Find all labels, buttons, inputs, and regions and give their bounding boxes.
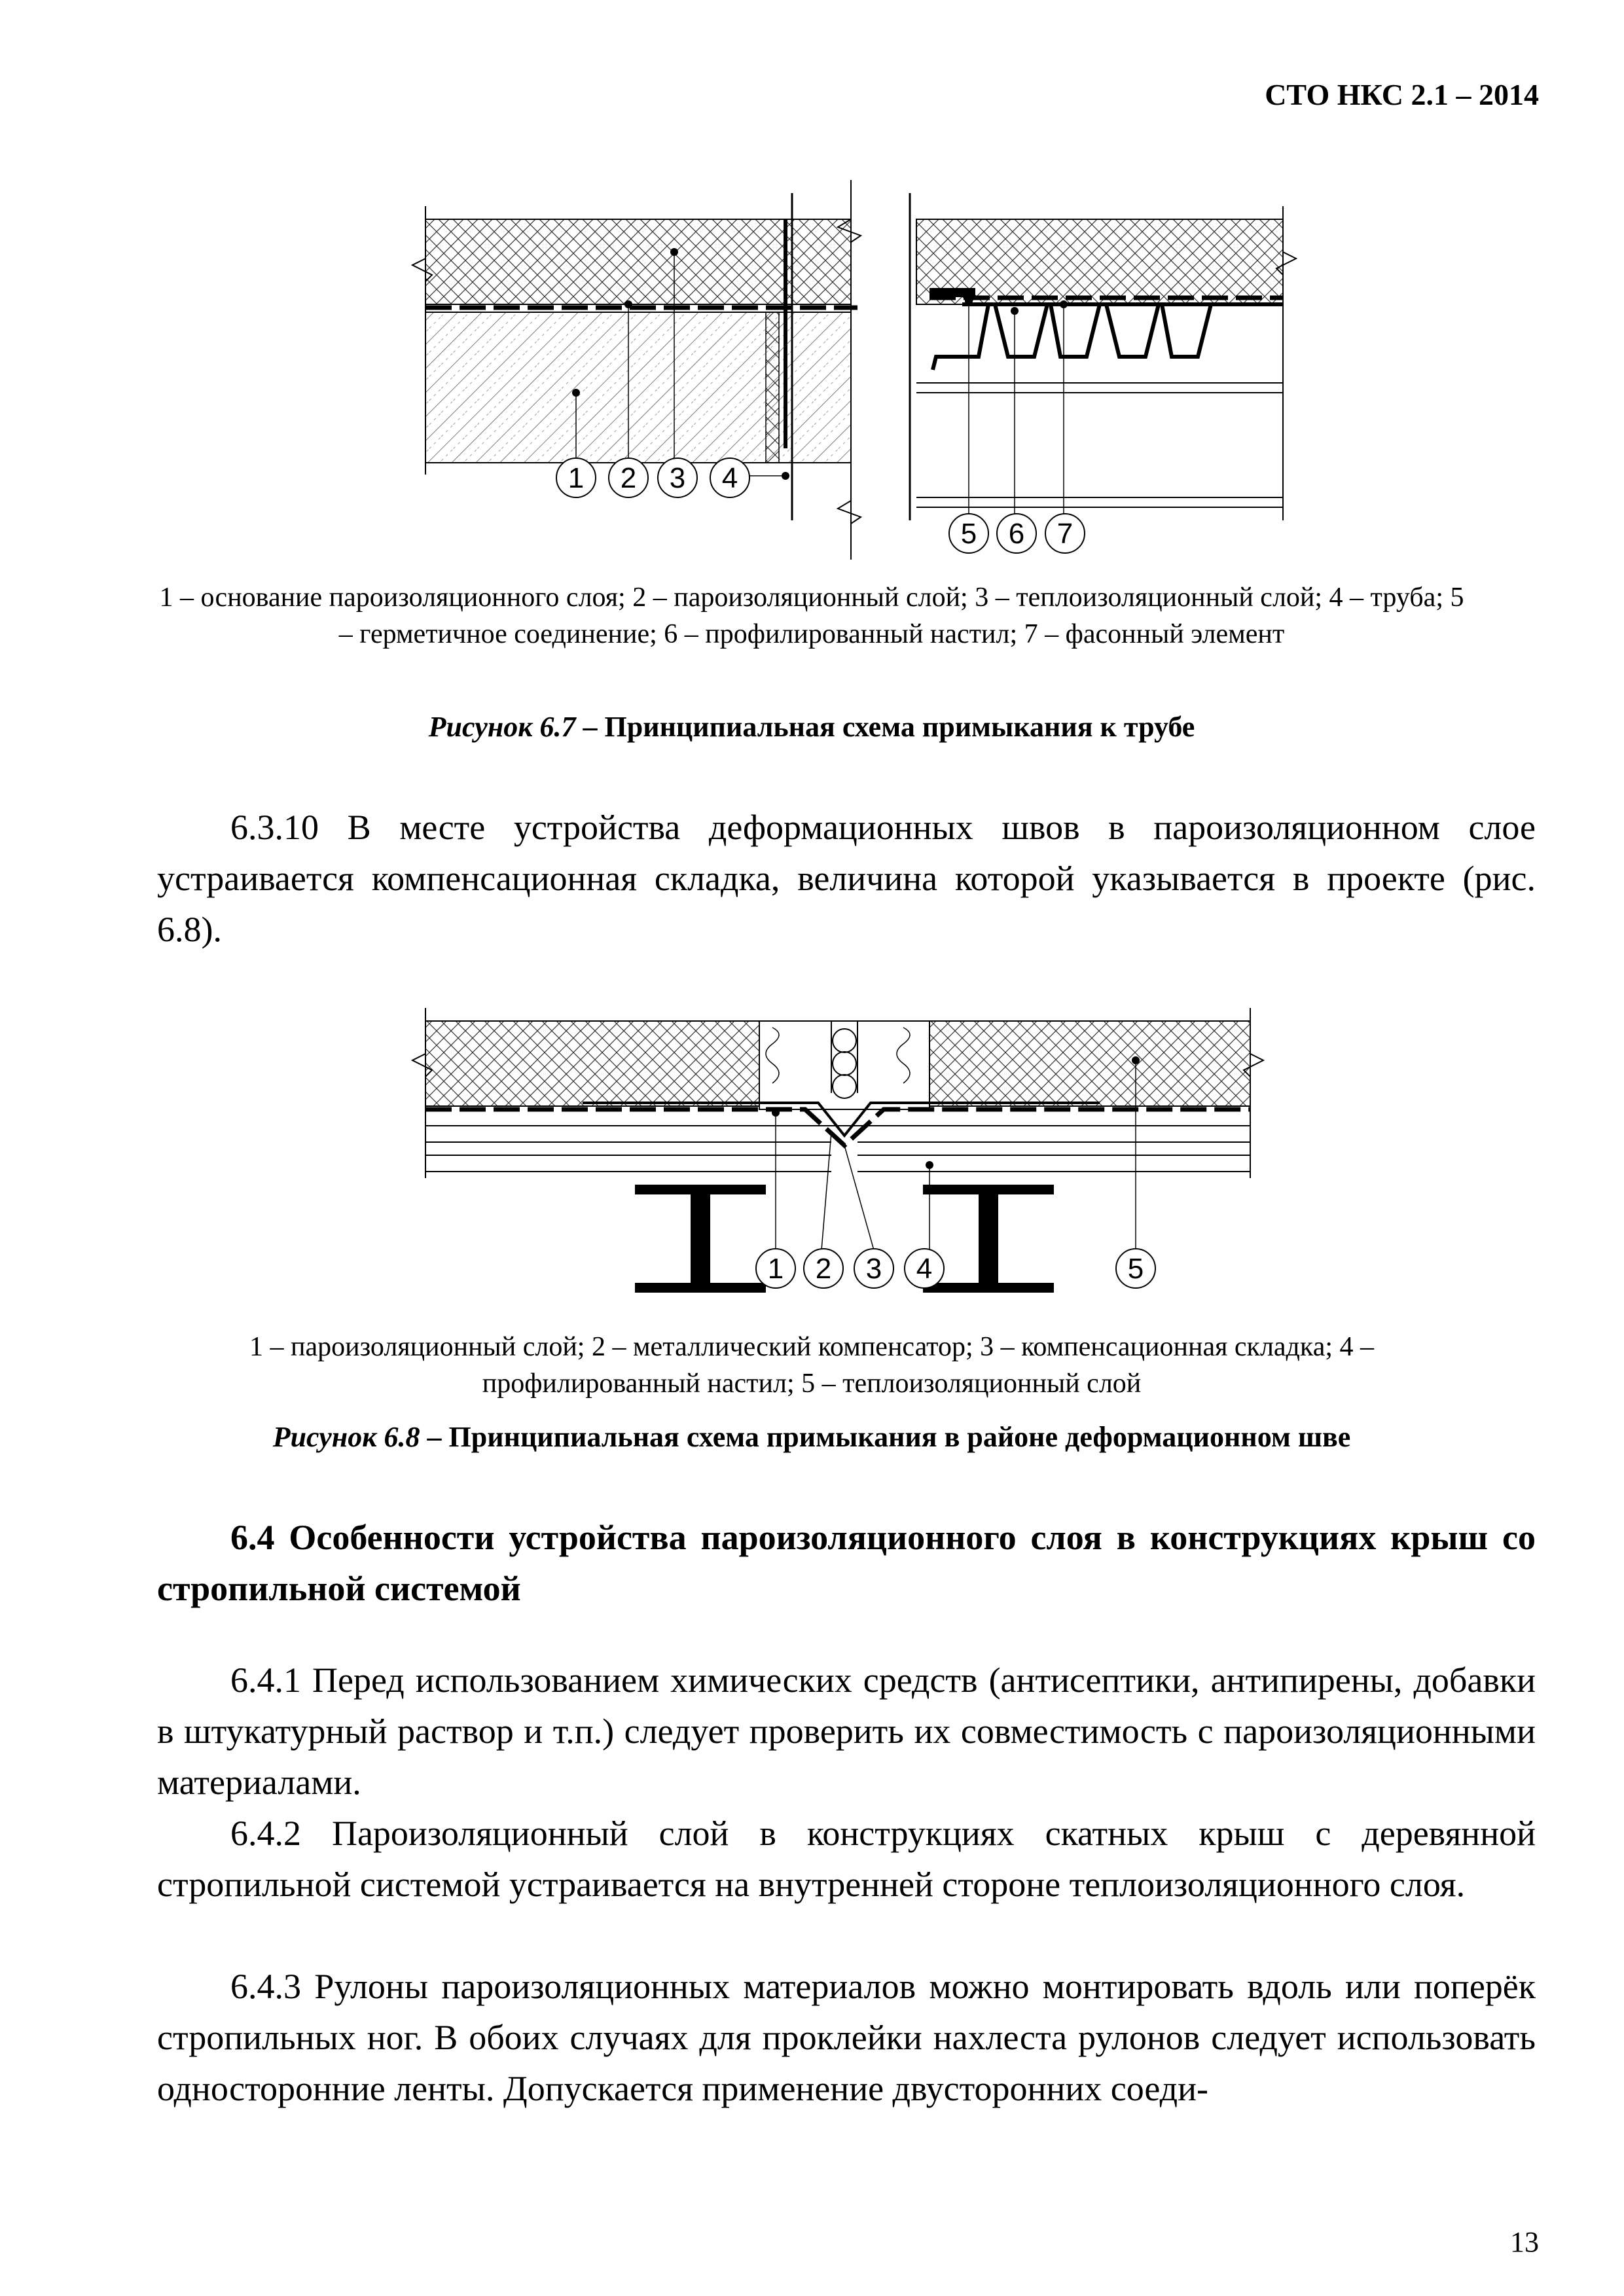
paragraph-6-3-10: 6.3.10 В месте устройства деформационных швов в пароизоляционном слое устраивается компенсационная складка, величина которой указывается в проекте (рис. 6.8). <box>157 808 1536 949</box>
callout-2: 2 <box>815 1253 832 1285</box>
figure-6-7-legend: 1 – основание пароизоляционного слоя; 2 – пароизоляционный слой; 3 – теплоизоляционный слой; 4 – труба; 5 – герметичное соединение; 6 – профилированный настил; 7 – фасонный элемент <box>159 583 1464 649</box>
figure-6-7-drawing <box>386 167 1316 573</box>
callout-7: 7 <box>1056 518 1074 550</box>
callout-3: 3 <box>865 1253 882 1285</box>
paragraph-6-4-2: 6.4.2 Пароизоляционный слой в конструкциях скатных крыш с деревянной стропильной системой устраивается на внутренней стороне теплоизоляционного слоя. <box>157 1814 1536 1904</box>
section-heading-6-4: 6.4 Особенности устройства пароизоляционного слоя в конструкциях крыш со стропильной системой <box>157 1518 1536 1608</box>
figure-6-8-drawing <box>386 995 1316 1309</box>
document-code: СТО НКС 2.1 – 2014 <box>1265 78 1539 111</box>
figure-6-8-title: – Принципиальная схема примыкания в районе деформационном шве <box>420 1421 1351 1453</box>
callout-4: 4 <box>721 462 738 494</box>
callout-6: 6 <box>1008 518 1025 550</box>
figure-6-8-caption <box>157 1420 1466 1454</box>
figure-6-8-number: Рисунок 6.8 <box>272 1421 420 1453</box>
figure-6-8-legend: 1 – пароизоляционный слой; 2 – металлический компенсатор; 3 – компенсационная складка; 4 – профилированный настил; 5 – теплоизоляционный слой <box>249 1332 1375 1399</box>
callout-2: 2 <box>620 462 637 494</box>
callout-5: 5 <box>960 518 977 550</box>
page-number: 13 <box>1510 2226 1539 2258</box>
figure-6-7-number: Рисунок 6.7 <box>428 711 576 743</box>
paragraph-6-4-1: 6.4.1 Перед использованием химических средств (антисептики, антипирены, добавки в штукатурный раствор и т.п.) следует проверить их совместимость с пароизоляционными материалами. <box>157 1660 1536 1802</box>
figure-6-7-caption <box>157 710 1466 744</box>
callout-1: 1 <box>568 462 585 494</box>
paragraph-6-4-3: 6.4.3 Рулоны пароизоляционных материалов можно монтировать вдоль или поперёк стропильных ног. В обоих случаях для проклейки нахлеста рулонов следует использовать односторонние ленты. Допускается применение двусторонних соеди- <box>157 1967 1536 2108</box>
figure-6-7-title: – Принципиальная схема примыкания к трубе <box>575 711 1195 743</box>
callout-1: 1 <box>767 1253 784 1285</box>
callout-5: 5 <box>1127 1253 1144 1285</box>
callout-3: 3 <box>669 462 686 494</box>
callout-4: 4 <box>916 1253 933 1285</box>
